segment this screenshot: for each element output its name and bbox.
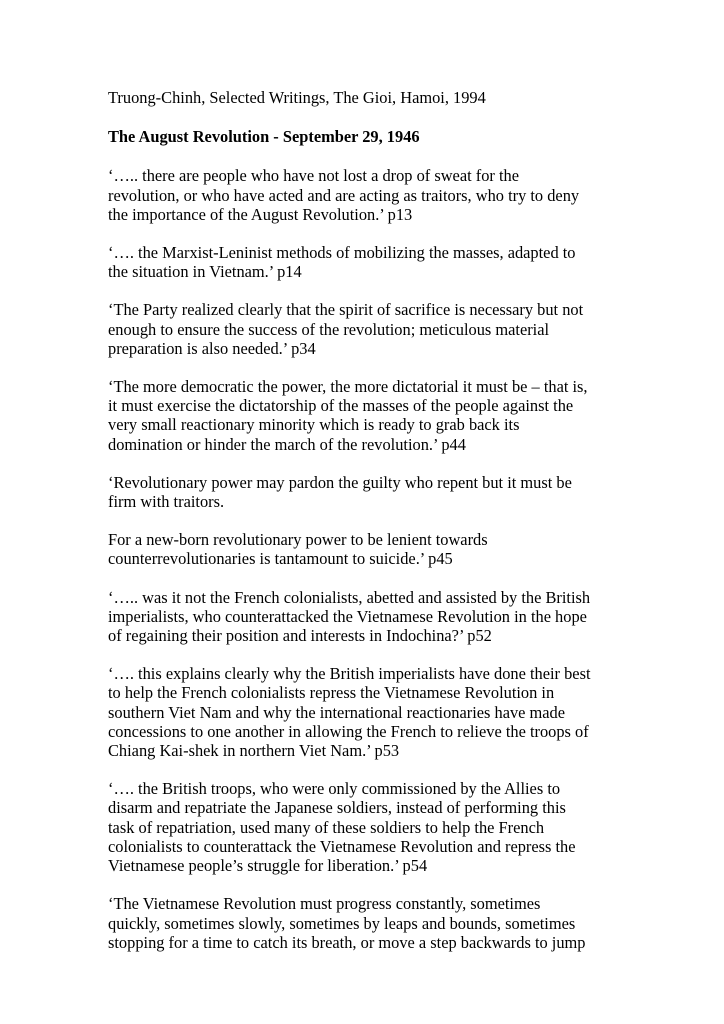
quote-paragraph bbox=[108, 779, 684, 875]
document-body bbox=[108, 88, 684, 971]
quote-line: enough to ensure the success of the revolution; meticulous material bbox=[108, 319, 550, 339]
quote-line: counterrevolutionaries is tantamount to suicide.’ p45 bbox=[108, 549, 453, 569]
quote-line: imperialists, who counterattacked the Vietnamese Revolution in the hope bbox=[108, 606, 587, 626]
quote-paragraph bbox=[108, 243, 684, 281]
quote-line: ‘The Vietnamese Revolution must progress constantly, sometimes bbox=[108, 894, 541, 914]
quote-paragraph bbox=[108, 894, 684, 952]
section-heading bbox=[108, 127, 684, 146]
quote-line: southern Viet Nam and why the international reactionaries have made bbox=[108, 702, 566, 722]
quote-line: revolution, or who have acted and are acting as traitors, who try to deny bbox=[108, 185, 580, 205]
quote-paragraph bbox=[108, 377, 684, 454]
quote-line: ‘….. there are people who have not lost a drop of sweat for the bbox=[108, 166, 519, 186]
quote-list bbox=[108, 166, 684, 952]
quote-line: the situation in Vietnam.’ p14 bbox=[108, 262, 302, 282]
quote-line: Chiang Kai-shek in northern Viet Nam.’ p53 bbox=[108, 741, 400, 761]
quote-line: concessions to one another in allowing the French to relieve the troops of bbox=[108, 721, 589, 741]
quote-line: colonialists to counterattack the Vietnamese Revolution and repress the bbox=[108, 836, 576, 856]
quote-paragraph bbox=[108, 664, 684, 760]
quote-line: it must exercise the dictatorship of the masses of the people against the bbox=[108, 396, 574, 416]
quote-line: ‘…. the Marxist-Leninist methods of mobilizing the masses, adapted to bbox=[108, 243, 576, 263]
quote-line: very small reactionary minority which is ready to grab back its bbox=[108, 415, 520, 435]
quote-line: ‘…. the British troops, who were only commissioned by the Allies to bbox=[108, 779, 561, 799]
quote-line: For a new-born revolutionary power to be lenient towards bbox=[108, 530, 488, 550]
quote-line: ‘The more democratic the power, the more dictatorial it must be – that is, bbox=[108, 377, 588, 397]
quote-line: disarm and repatriate the Japanese soldiers, instead of performing this bbox=[108, 798, 566, 818]
quote-paragraph bbox=[108, 588, 684, 646]
quote-paragraph bbox=[108, 530, 684, 568]
quote-line: ‘….. was it not the French colonialists, abetted and assisted by the British bbox=[108, 587, 591, 607]
quote-line: the importance of the August Revolution.’ p13 bbox=[108, 204, 413, 224]
quote-line: quickly, sometimes slowly, sometimes by leaps and bounds, sometimes bbox=[108, 913, 576, 933]
quote-line: Vietnamese people’s struggle for liberation.’ p54 bbox=[108, 856, 428, 876]
quote-line: firm with traitors. bbox=[108, 492, 225, 512]
quote-line: to help the French colonialists repress the Vietnamese Revolution in bbox=[108, 683, 555, 703]
quote-line: ‘Revolutionary power may pardon the guilty who repent but it must be bbox=[108, 472, 572, 492]
quote-line: ‘…. this explains clearly why the British imperialists have done their best bbox=[108, 664, 591, 684]
quote-paragraph bbox=[108, 300, 684, 358]
quote-line: domination or hinder the march of the revolution.’ p44 bbox=[108, 434, 466, 454]
source-citation bbox=[108, 88, 684, 107]
quote-line: preparation is also needed.’ p34 bbox=[108, 338, 316, 358]
quote-line: task of repatriation, used many of these soldiers to help the French bbox=[108, 817, 545, 837]
quote-line: ‘The Party realized clearly that the spirit of sacrifice is necessary but not bbox=[108, 300, 584, 320]
quote-line: of regaining their position and interests in Indochina?’ p52 bbox=[108, 626, 492, 646]
quote-paragraph bbox=[108, 473, 684, 511]
heading-text: The August Revolution - September 29, 1946 bbox=[108, 127, 420, 147]
quote-line: stopping for a time to catch its breath, or move a step backwards to jump bbox=[108, 932, 586, 952]
citation-text: Truong-Chinh, Selected Writings, The Gioi, Hamoi, 1994 bbox=[108, 88, 486, 107]
quote-paragraph bbox=[108, 166, 684, 224]
